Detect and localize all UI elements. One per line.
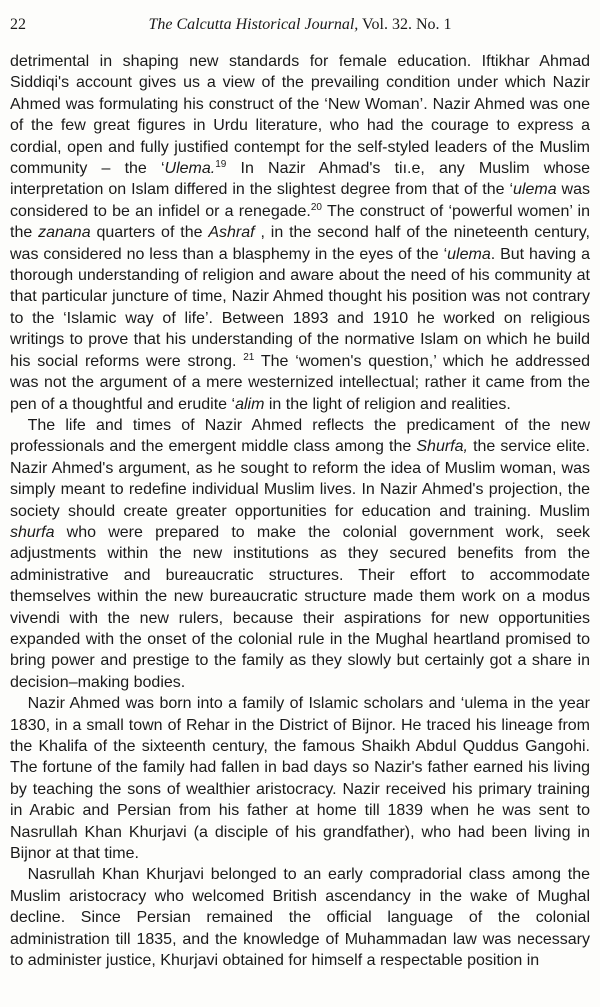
text-run: , in the second half of the nineteenth century, was considered no less than a blasphemy in the eyes of the ‘ bbox=[10, 224, 590, 263]
paragraph bbox=[10, 693, 590, 864]
text-run: The life and times of Nazir Ahmed reflects the predicament of the new professionals and the emergent middle class among the bbox=[10, 416, 590, 456]
italic-text: ulema bbox=[447, 245, 491, 263]
paragraph bbox=[10, 415, 590, 693]
text-run: . But having a thorough understanding of religion and aware about the need of his community at that particular juncture of time, Nazir Ahmed thought his position was not contrary to the ‘Islamic way of life’. Between 1893 and 1910 he worked on religious writings to prove that his understanding of the normative Islam on which he build his social reforms were strong. bbox=[10, 245, 591, 370]
journal-issue: Vol. 32. No. 1 bbox=[362, 16, 452, 33]
italic-text: Shurfa, bbox=[416, 438, 468, 456]
italic-text: Ashraf bbox=[208, 224, 255, 242]
text-run: The construct of ‘powerful women’ in the bbox=[10, 202, 590, 242]
text-run: in the light of religion and realities. bbox=[264, 395, 511, 413]
page-number: 22 bbox=[10, 16, 26, 33]
text-run: Nazir Ahmed was born into a family of Islamic scholars and ‘ulema in the year 1830, in a small town of Rehar in the District of Bijnor. He traced his lineage from the Khalifa of the sixteenth century, the famous Shaikh Abdul Quddus Gangohi. The fortune of the family had fallen in bad days so Nazir's father earned his living by teaching the sons of wealthier aristocracy. Nazir received his primary training in Arabic and Persian from his father at home till 1839 when he was sent to Nasrullah Khan Khurjavi (a disciple of his grandfather), who had been living in Bijnor at that time. bbox=[10, 695, 590, 863]
journal-title bbox=[0, 16, 600, 34]
body-text bbox=[10, 51, 590, 971]
footnote-ref: 20 bbox=[310, 201, 322, 213]
running-header bbox=[0, 16, 600, 40]
italic-text: shurfa bbox=[10, 523, 55, 541]
paragraph bbox=[10, 864, 590, 971]
footnote-ref: 21 bbox=[243, 351, 255, 363]
text-run: the service elite. Nazir Ahmed's argument, as he sought to reform the idea of Muslim woman, was simply meant to redefine individual Muslim lives. In Nazir Ahmed's projection, the society should create greater opportunities for education and training. Muslim bbox=[10, 438, 590, 520]
text-run: was considered to be an infidel or a renegade. bbox=[10, 181, 591, 220]
text-run: quarters of the bbox=[90, 224, 209, 242]
italic-text: zanana bbox=[38, 224, 91, 242]
italic-text: alim bbox=[235, 395, 265, 413]
text-run: Nasrullah Khan Khurjavi belonged to an early compradorial class among the Muslim aristocracy who welcomed British ascendancy in the wake of Mughal decline. Since Persian remained the official language of the colonial administration till 1835, and the knowledge of Muhammadan law was necessary to administer justice, Khurjavi obtained for himself a respectable position in bbox=[10, 866, 590, 970]
text-run: who were prepared to make the colonial government work, seek adjustments within the new institutions as they secured benefits from the administrative and bureaucratic structures. Their effort to accommodate themselves within the new bureaucratic structure made them work on a modus vivendi with the new rulers, because their aspirations for new opportunities expanded with the onset of the colonial rule in the Mughal heartland promised to bring power and prestige to the family as they slowly but certainly got a share in decision–making bodies. bbox=[10, 523, 590, 691]
text-run: The ‘women's question,’ which he addressed was not the argument of a mere westernized intellectual; rather it came from the pen of a thoughtful and erudite ‘ bbox=[10, 352, 591, 413]
paragraph bbox=[10, 51, 590, 415]
italic-text: ulema bbox=[513, 181, 557, 199]
footnote-ref: 19 bbox=[215, 159, 227, 171]
text-run: detrimental in shaping new standards for female education. Iftikhar Ahmad Siddiqi's account gives us a view of the prevailing condition under which Nazir Ahmed was formulating his construct of the ‘New Woman’. Nazir Ahmed was one of the few great figures in Urdu literature, who had the courage to express a cordial, open and fully justified contempt for the self-styled leaders of the Muslim community – the ‘ bbox=[10, 53, 590, 178]
journal-name: The Calcutta Historical Journal, bbox=[148, 16, 359, 33]
italic-text: Ulema. bbox=[164, 160, 216, 178]
text-run: In Nazir Ahmad's tiı.e, any Muslim whose interpretation on Islam differed in the slightest degree from that of the ‘ bbox=[10, 160, 590, 199]
